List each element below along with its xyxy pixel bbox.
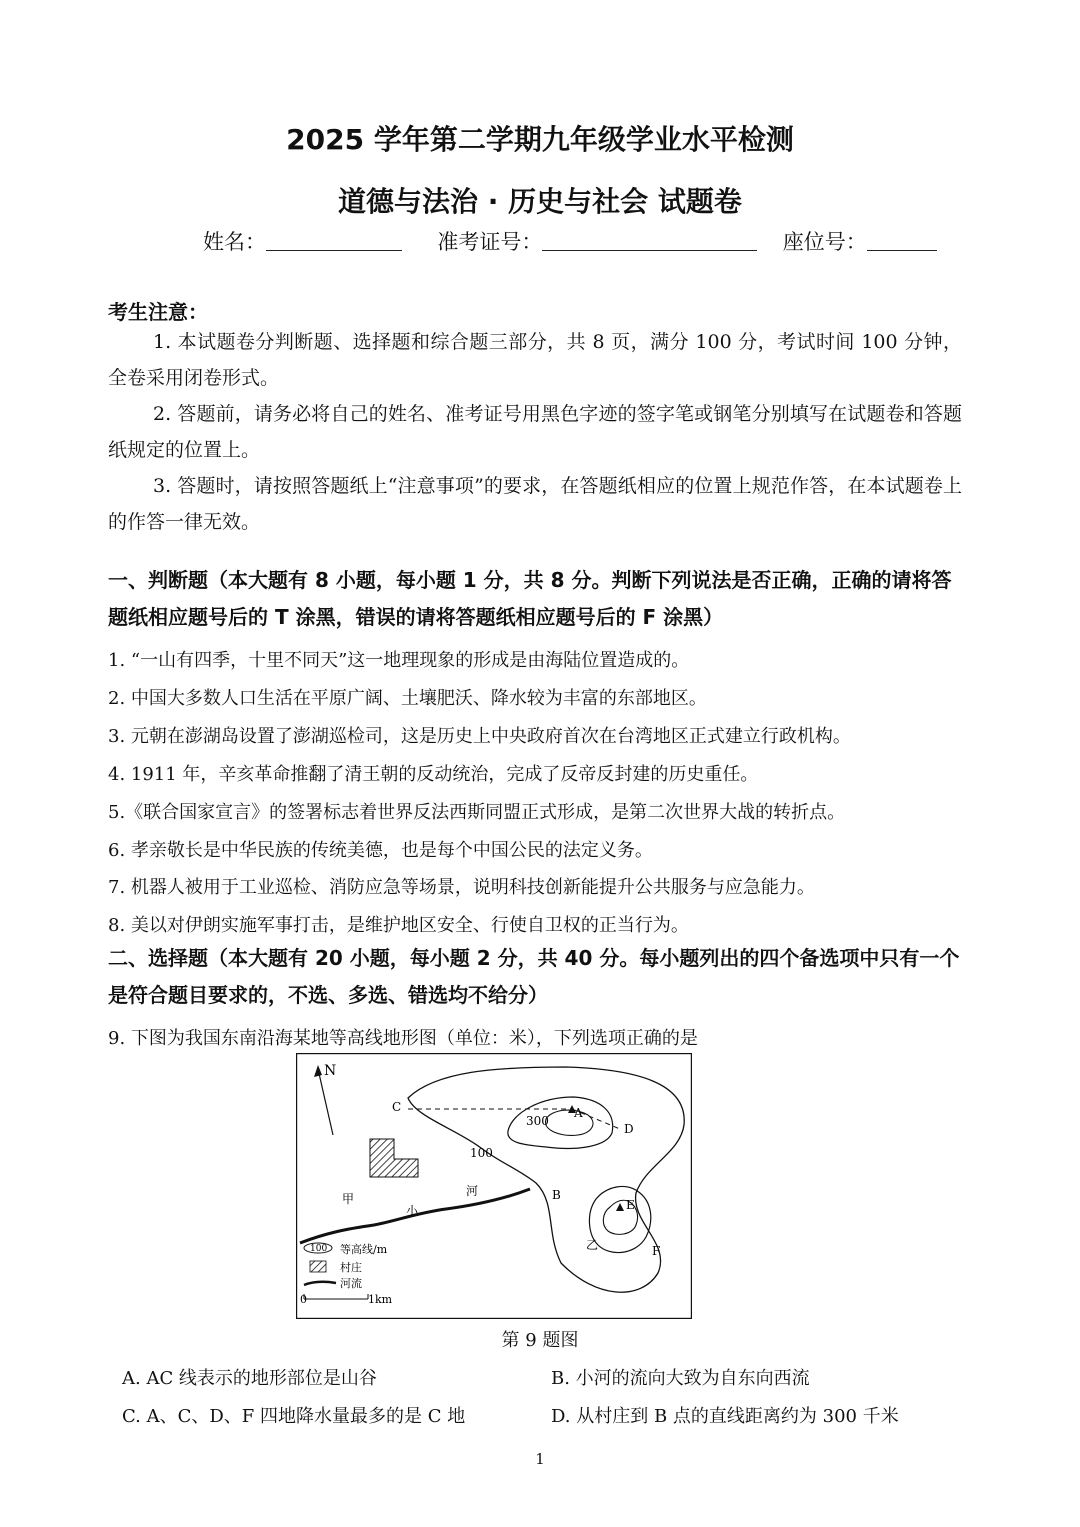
judge-item-2: 2. 中国大多数人口生活在平原广阔、土壤肥沃、降水较为丰富的东部地区。 — [108, 688, 707, 709]
exam-title: 2025 学年第二学期九年级学业水平检测 — [286, 123, 794, 156]
section2-heading: 二、选择题（本大题有 20 小题，每小题 2 分，共 40 分。每小题列出的四个备选项中只有一个是符合题目要求的，不选、多选、错选均不给分） — [108, 946, 960, 1007]
name-label: 姓名： — [203, 230, 266, 254]
question-9: 9. 下图为我国东南沿海某地等高线地形图（单位：米），下列选项正确的是 — [108, 1028, 698, 1049]
option-c: C. A、C、D、F 四地降水量最多的是 C 地 — [122, 1406, 466, 1427]
legend-contour-text: 等高线/m — [340, 1243, 388, 1256]
exam-subtitle: 道德与法治 · 历史与社会 试题卷 — [338, 185, 742, 218]
legend-village-symbol — [310, 1261, 326, 1272]
option-a: A. AC 线表示的地形部位是山谷 — [122, 1368, 377, 1389]
judge-item-5: 5.《联合国家宣言》的签署标志着世界反法西斯同盟正式形成，是第二次世界大战的转折点。 — [108, 802, 846, 823]
label-f: F — [652, 1244, 661, 1258]
label-xiao: 小 — [406, 1204, 419, 1218]
judge-item-1: 1. “一山有四季，十里不同天”这一地理现象的形成是由海陆位置造成的。 — [108, 650, 690, 671]
map-caption: 第 9 题图 — [501, 1330, 579, 1351]
notice-item-1: 1. 本试题卷分判断题、选择题和综合题三部分，共 8 页，满分 100 分，考试时间 100 分钟，全卷采用闭卷形式。 — [108, 331, 962, 389]
seat-label: 座位号： — [782, 230, 867, 254]
label-a: A — [574, 1106, 583, 1120]
label-he: 河 — [466, 1184, 479, 1198]
label-jia: 甲 — [342, 1192, 355, 1206]
contour-label-300: 300 — [526, 1114, 549, 1128]
name-blank[interactable] — [266, 228, 402, 251]
north-label: N — [324, 1063, 337, 1079]
judge-item-6: 6. 孝亲敬长是中华民族的传统美德，也是每个中国公民的法定义务。 — [108, 840, 653, 861]
page-number: 1 — [535, 1450, 545, 1468]
legend-scale-zero: 0 — [300, 1293, 307, 1306]
legend-river-text: 河流 — [340, 1277, 362, 1290]
label-d: D — [624, 1122, 634, 1136]
judge-item-3: 3. 元朝在澎湖岛设置了澎湖巡检司，这是历史上中央政府首次在台湾地区正式建立行政机构。 — [108, 726, 851, 747]
exam-no-label: 准考证号： — [437, 230, 543, 254]
judge-item-8: 8. 美以对伊朗实施军事打击，是维护地区安全、行使自卫权的正当行为。 — [108, 915, 689, 936]
notice-item-3: 3. 答题时，请按照答题纸上“注意事项”的要求，在答题纸相应的位置上规范作答，在本试题卷上的作答一律无效。 — [108, 475, 962, 533]
judge-item-7: 7. 机器人被用于工业巡检、消防应急等场景，说明科技创新能提升公共服务与应急能力。 — [108, 877, 815, 898]
label-yi: 乙 — [586, 1238, 599, 1252]
legend-scale-len: 1km — [368, 1293, 393, 1306]
contour-map — [296, 1053, 692, 1319]
label-e: E — [626, 1198, 635, 1212]
option-b: B. 小河的流向大致为自东向西流 — [551, 1368, 810, 1389]
legend-contour-value: 100 — [310, 1244, 328, 1254]
candidate-fields — [203, 226, 937, 256]
label-c: C — [392, 1100, 402, 1114]
notice-heading: 考生注意： — [108, 300, 208, 324]
contour-label-100: 100 — [470, 1146, 493, 1160]
judge-item-4: 4. 1911 年，辛亥革命推翻了清王朝的反动统治，完成了反帝反封建的历史重任。 — [108, 764, 759, 785]
legend-village-text: 村庄 — [340, 1261, 362, 1274]
seat-blank[interactable] — [867, 228, 937, 251]
exam-no-blank[interactable] — [542, 228, 757, 251]
label-b: B — [552, 1188, 561, 1202]
section1-heading: 一、判断题（本大题有 8 小题，每小题 1 分，共 8 分。判断下列说法是否正确，正确的请将答题纸相应题号后的 T 涂黑，错误的请将答题纸相应题号后的 F 涂黑） — [108, 568, 952, 629]
option-d: D. 从村庄到 B 点的直线距离约为 300 千米 — [551, 1406, 899, 1427]
notice-item-2: 2. 答题前，请务必将自己的姓名、准考证号用黑色字迹的签字笔或钢笔分别填写在试题卷和答题纸规定的位置上。 — [108, 403, 962, 461]
